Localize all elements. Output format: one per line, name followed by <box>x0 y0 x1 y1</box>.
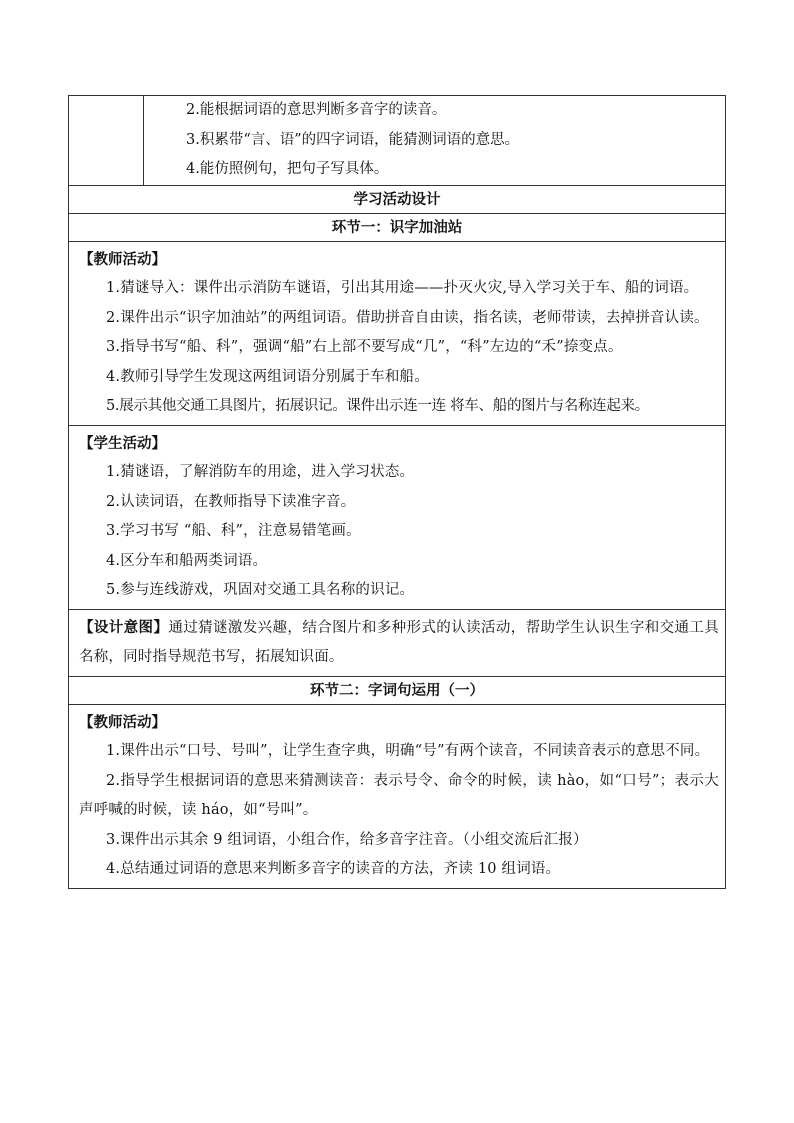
objectives-row <box>69 96 726 186</box>
section2-teacher-row <box>69 704 726 888</box>
section1-teacher-row <box>69 241 726 425</box>
section2-title-row <box>69 676 726 704</box>
design-heading-row <box>69 185 726 213</box>
teacher-activity-item: 4.教师引导学生发现这两组词语分别属于车和船。 <box>106 368 429 385</box>
teacher-activity-label: 【教师活动】 <box>79 250 166 268</box>
section2-title: 环节二：字词句运用（一） <box>69 676 726 704</box>
student-activity-item: 3.学习书写 “船、科”，注意易错笔画。 <box>106 523 361 539</box>
teacher-activity-item: 2.课件出示“识字加油站”的两组词语。借助拼音自由读，指名读，老师带读，去掉拼音认读。 <box>106 309 709 326</box>
teacher-activity-item: 1.课件出示“口号、号叫”，让学生查字典，明确“号”有两个读音，不同读音表示的意思不同。 <box>106 743 710 759</box>
design-heading: 学习活动设计 <box>69 185 726 213</box>
section1-intent-cell <box>69 609 726 676</box>
objective-item: 4.能仿照例句，把句子写具体。 <box>186 161 389 177</box>
section1-title: 环节一：识字加油站 <box>69 213 726 241</box>
student-activity-item: 4.区分车和船两类词语。 <box>106 552 268 569</box>
teacher-activity-item: 4.总结通过词语的意思来判断多音字的读音的方法，齐读 10 组词语。 <box>106 861 561 877</box>
section1-student-row <box>69 425 726 609</box>
objective-item: 3.积累带“言、语”的四字词语，能猜测词语的意思。 <box>186 131 520 148</box>
section1-intent-row <box>69 609 726 676</box>
objectives-cell <box>144 96 726 186</box>
teacher-activity-item: 2.指导学生根据词语的意思来猜测读音：表示号令、命令的时候，读 hào，如“口号”；表示大声呼喊的时候，读 háo，如“号叫”。 <box>79 772 719 818</box>
section1-title-row <box>69 213 726 241</box>
objective-item: 2.能根据词语的意思判断多音字的读音。 <box>186 102 447 118</box>
student-activity-item: 1.猜谜语，了解消防车的用途，进入学习状态。 <box>106 464 415 480</box>
student-activity-item: 5.参与连线游戏，巩固对交通工具名称的识记。 <box>106 582 415 598</box>
section1-student-cell <box>69 425 726 609</box>
design-intent-paragraph <box>79 613 719 673</box>
teacher-activity-item: 3.课件出示其余 9 组词语，小组合作，给多音字注音。（小组交流后汇报） <box>106 831 588 848</box>
design-intent-label: 【设计意图】 <box>79 618 169 636</box>
teacher-activity-item: 5.展示其他交通工具图片，拓展识记。课件出示连一连 将车、船的图片与名称连起来。 <box>106 398 649 414</box>
student-activity-item: 2.认读词语，在教师指导下读准字音。 <box>106 493 356 510</box>
objectives-label-cell <box>69 96 144 186</box>
student-activity-label: 【学生活动】 <box>79 434 166 452</box>
section1-teacher-cell <box>69 241 726 425</box>
teacher-activity-item: 3.指导书写“船、科”，强调“船”右上部不要写成“几”，“科”左边的“禾”捺变点。 <box>106 339 623 355</box>
design-intent-text: 通过猜谜激发兴趣，结合图片和多种形式的认读活动，帮助学生认识生字和交通工具名称，同时指导规范书写，拓展知识面。 <box>79 619 719 665</box>
teacher-activity-label: 【教师活动】 <box>79 713 166 731</box>
section2-teacher-cell <box>69 704 726 888</box>
teacher-activity-item: 1.猜谜导入：课件出示消防车谜语，引出其用途——扑灭火灾,导入学习关于车、船的词语。 <box>106 280 699 296</box>
lesson-plan-table <box>68 95 726 889</box>
